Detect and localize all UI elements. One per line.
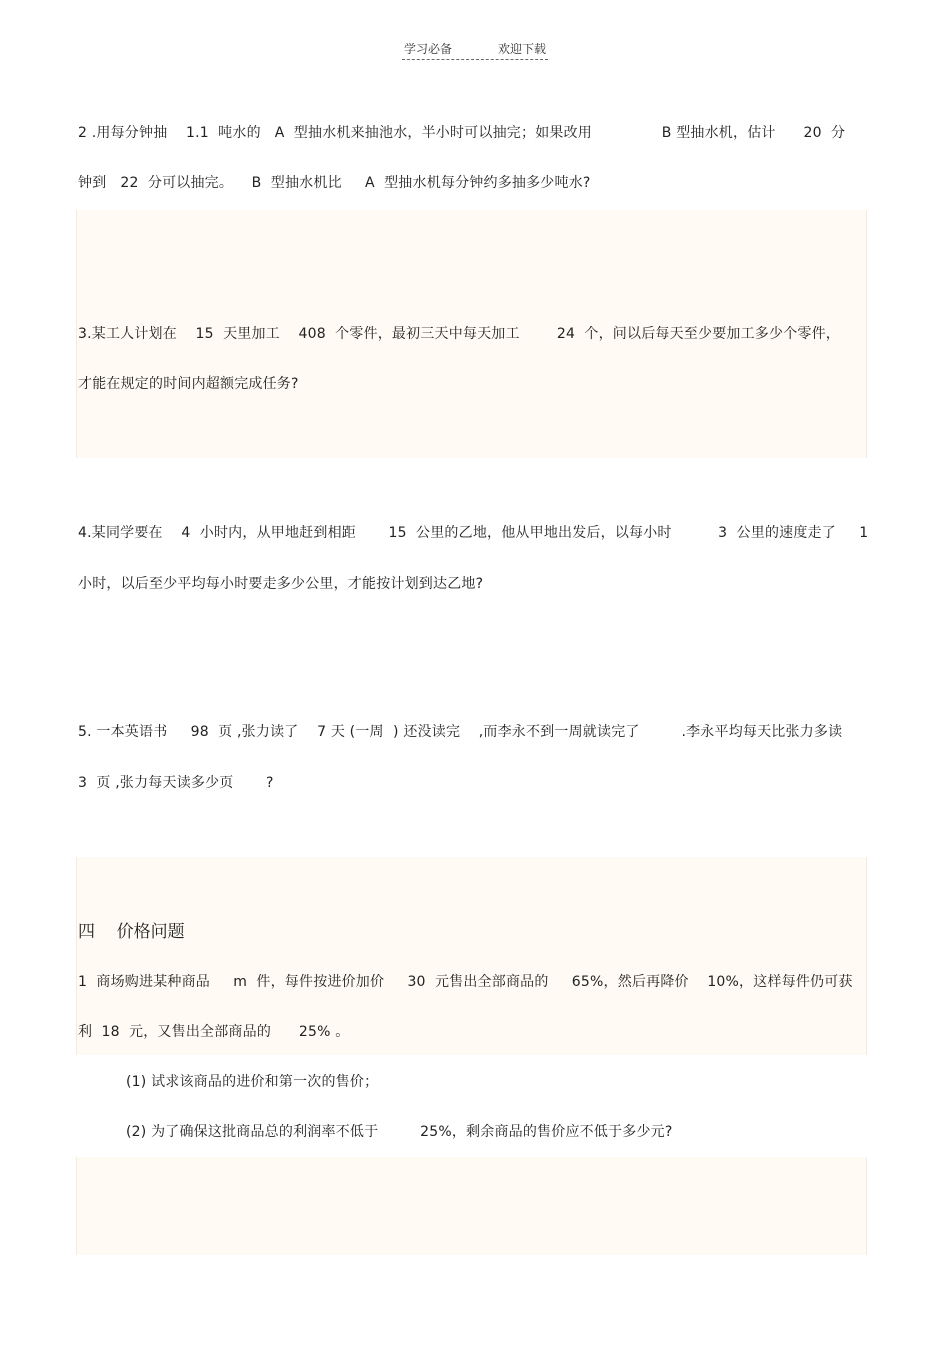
header-left-text: 学习必备 <box>403 42 452 56</box>
problem-5-line-1: 5. 一本英语书 98 页 ,张力读了 7 天 (一周 ) 还没读完 ,而李永不到一周就读完了 .李永平均每天比张力多读 <box>78 724 843 740</box>
problem-5-line-2: 3 页 ,张力每天读多少页 ? <box>78 775 274 791</box>
problem-4-line-2: 小时，以后至少平均每小时要走多少公里，才能按计划到达乙地? <box>78 576 484 592</box>
problem-3-line-1: 3.某工人计划在 15 天里加工 408 个零件，最初三天中每天加工 24 个，问以后每天至少要加工多少个零件， <box>78 326 841 342</box>
header-right-text: 欢迎下载 <box>498 42 547 56</box>
problem-2-line-2: 钟到 22 分可以抽完。 B 型抽水机比 A 型抽水机每分钟约多抽多少吨水? <box>78 175 591 191</box>
problem-2-line-1: 2 .用每分钟抽 1.1 吨水的 A 型抽水机来抽池水，半小时可以抽完；如果改用 B 型抽水机，估计 20 分 <box>78 125 846 141</box>
answer-area-3 <box>76 1157 867 1255</box>
section-4-q1-line-2: 利 18 元，又售出全部商品的 25% 。 <box>78 1024 350 1040</box>
problem-4-line-1: 4.某同学要在 4 小时内，从甲地赶到相距 15 公里的乙地，他从甲地出发后，以每小时 3 公里的速度走了 1 <box>78 525 869 541</box>
page-header <box>0 40 950 60</box>
section-4-heading: 四 价格问题 <box>78 922 185 942</box>
problem-3-line-2: 才能在规定的时间内超额完成任务? <box>78 376 299 392</box>
section-4-q1-sub-2: (2) 为了确保这批商品总的利润率不低于 25%，剩余商品的售价应不低于多少元? <box>126 1124 673 1140</box>
section-4-q1-sub-1: (1) 试求该商品的进价和第一次的售价； <box>126 1074 379 1090</box>
section-4-q1-line-1: 1 商场购进某种商品 m 件，每件按进价加价 30 元售出全部商品的 65%，然后再降价 10%，这样每件仍可获 <box>78 974 853 990</box>
